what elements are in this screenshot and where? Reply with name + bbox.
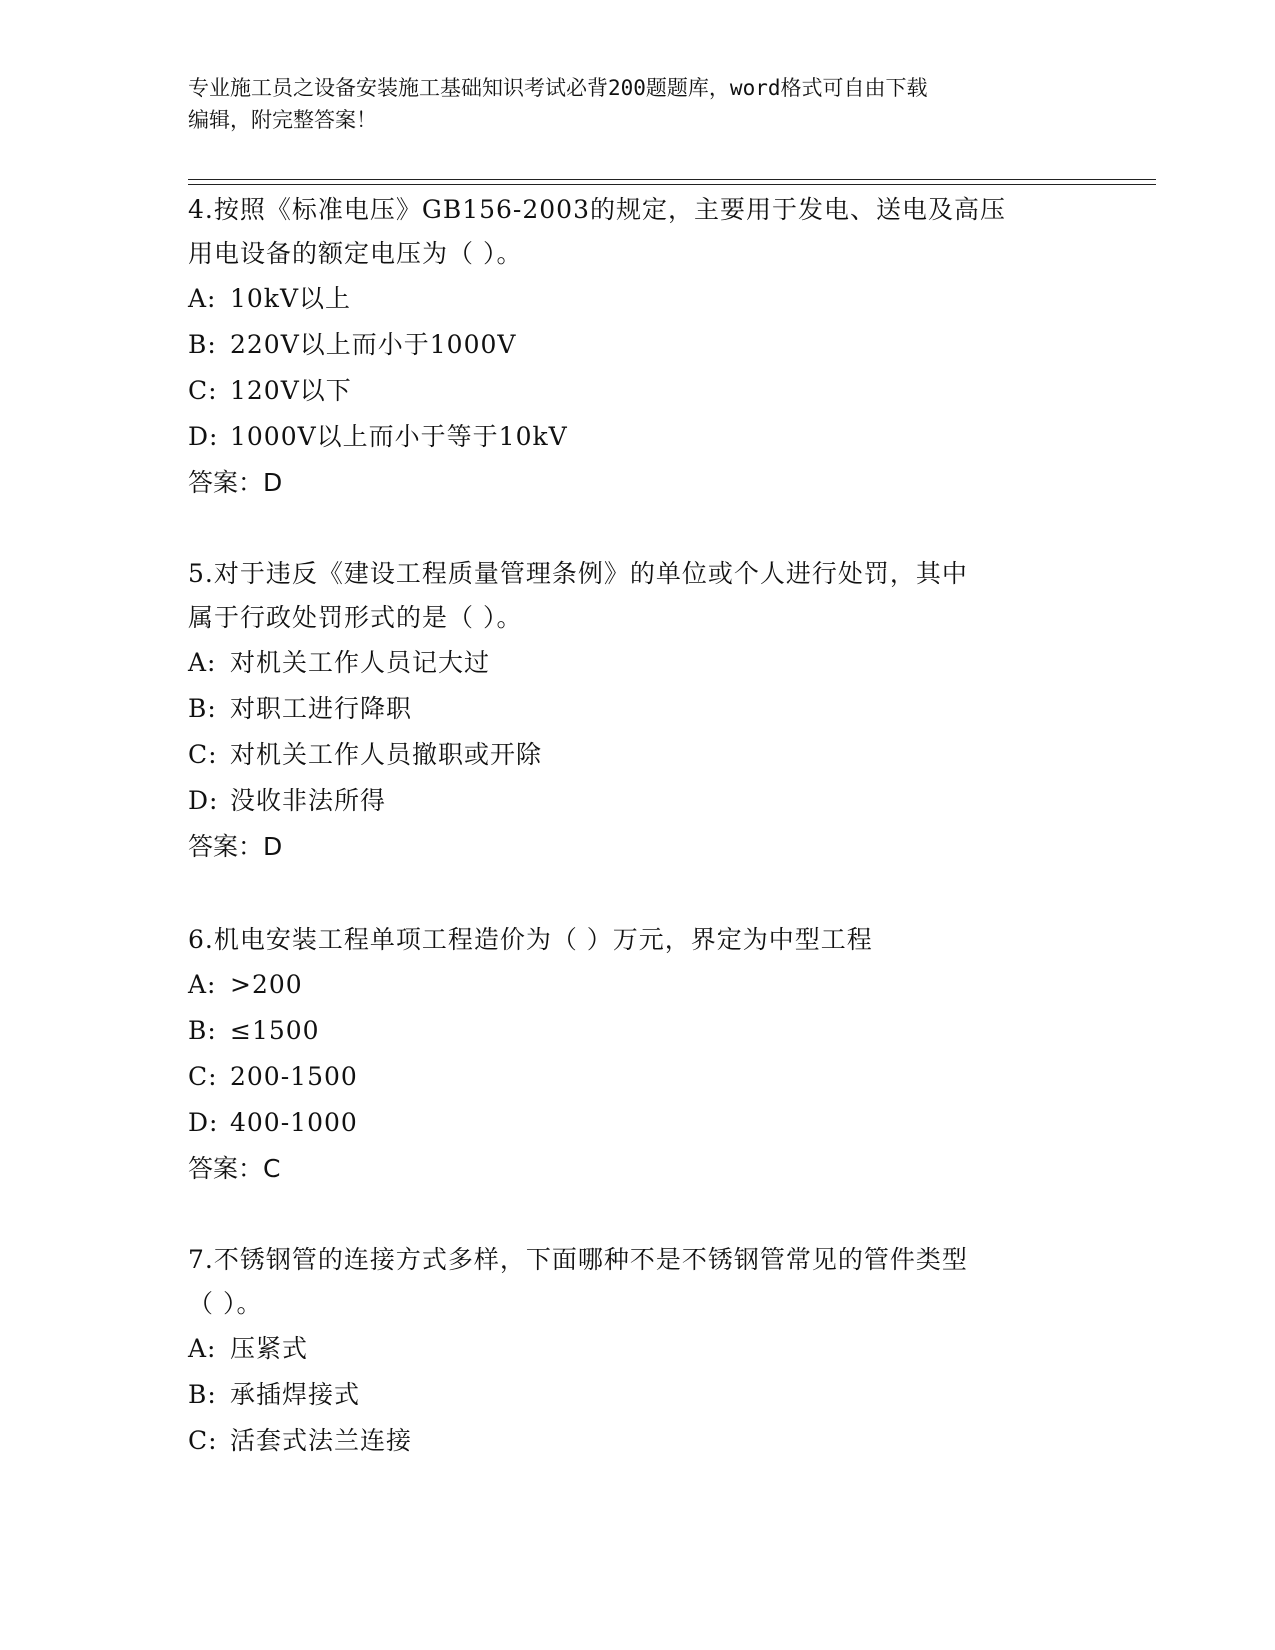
option-a: A: 压紧式 — [188, 1334, 309, 1363]
option-a: A: >200 — [188, 970, 303, 999]
question-title: 5.对于违反《建设工程质量管理条例》的单位或个人进行处罚，其中 属于行政处罚形式的是（ ）。 — [188, 559, 968, 632]
question-title: 4.按照《标准电压》GB156-2003的规定，主要用于发电、送电及高压 用电设备的额定电压为（ ）。 — [188, 195, 1006, 268]
option-d: D: 1000V以上而小于等于10kV — [188, 422, 568, 451]
header-line-1: 专业施工员之设备安装施工基础知识考试必背200题题库，word格式可自由下载 — [188, 76, 928, 100]
question-title: 7.不锈钢管的连接方式多样，下面哪种不是不锈钢管常见的管件类型 （ ）。 — [188, 1245, 968, 1318]
answer: 答案：D — [188, 468, 283, 497]
question-title: 6.机电安装工程单项工程造价为（ ）万元，界定为中型工程 — [188, 925, 873, 954]
option-a: A: 10kV以上 — [188, 284, 352, 313]
question-4 — [188, 188, 1088, 506]
answer: 答案：D — [188, 832, 283, 861]
option-c: C: 对机关工作人员撤职或开除 — [188, 740, 543, 769]
option-b: B: 承插焊接式 — [188, 1380, 361, 1409]
option-c: C: 200-1500 — [188, 1062, 358, 1091]
header-divider-top — [188, 179, 1156, 180]
option-b: B: ≤1500 — [188, 1016, 320, 1045]
option-d: D: 400-1000 — [188, 1108, 358, 1137]
option-c: C: 120V以下 — [188, 376, 352, 405]
option-c: C: 活套式法兰连接 — [188, 1426, 413, 1455]
header-divider-bottom — [188, 184, 1156, 185]
option-d: D: 没收非法所得 — [188, 786, 387, 815]
question-5 — [188, 552, 1088, 870]
option-a: A: 对机关工作人员记大过 — [188, 648, 491, 677]
option-b: B: 对职工进行降职 — [188, 694, 413, 723]
option-b: B: 220V以上而小于1000V — [188, 330, 517, 359]
question-6 — [188, 918, 1088, 1192]
answer: 答案：C — [188, 1154, 281, 1183]
question-7 — [188, 1238, 1088, 1464]
document-header — [188, 72, 1088, 136]
header-line-2: 编辑，附完整答案！ — [188, 108, 377, 132]
